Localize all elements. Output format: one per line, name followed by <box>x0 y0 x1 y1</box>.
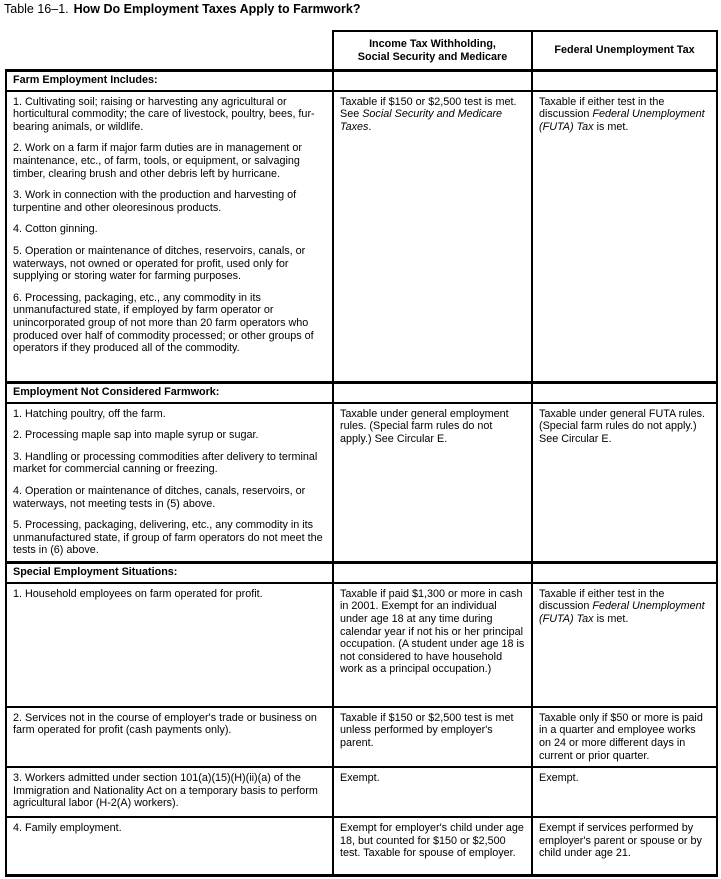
section-header-farm-employment <box>6 71 717 91</box>
cell-situation-h2a-workers: 3. Workers admitted under section 101(a)(15)(H)(ii)(a) of the Immigration and Nationality Act on a temporary basis to perform agricultural labor (H-2(A) workers). <box>6 767 333 817</box>
table-row <box>6 707 717 767</box>
table-row <box>6 403 717 563</box>
section-header-spacer <box>532 71 717 91</box>
column-header-empty <box>6 31 333 71</box>
cell-situation-family-employment: 4. Family employment. <box>6 817 333 875</box>
cell-income-tax-rule: Exempt. <box>333 767 532 817</box>
table-row <box>6 767 717 817</box>
cell-income-tax-rule: Taxable if $150 or $2,500 test is met. See Social Security and Medicare Taxes. <box>333 91 532 383</box>
cell-situation-household: 1. Household employees on farm operated for profit. <box>6 583 333 707</box>
column-header-row <box>6 31 717 71</box>
table-number: Table 16–1. <box>4 2 69 16</box>
cell-nonfarm-items: 1. Hatching poultry, off the farm. 2. Processing maple sap into maple syrup or sugar. 3. Handling or processing commodities after delivery to terminal market for commercial canning or freezing. 4. Operation or maintenance of ditches, canals, reservoirs, or waterways, not meeting tests in (5) above. 5. Processing, packaging, delivering, etc., any commodity in its unmanufactured state, if group of farm operators do not meet the tests in (6) above. <box>6 403 333 563</box>
section-header-spacer <box>333 563 532 583</box>
cell-farm-items: 1. Cultivating soil; raising or harvesting any agricultural or horticultural commodity; the care of livestock, poultry, bees, fur-bearing animals, or wildlife. 2. Work on a farm if major farm duties are in management or maintenance, etc., of farm, tools, or equipment, or salvaging timber, clearing brush and other debris left by hurricane. 3. Work in connection with the production and harvesting of turpentine and other oleoresinous products. 4. Cotton ginning. 5. Operation or maintenance of ditches, reservoirs, canals, or waterways, not owned or operated for profit, used only for supplying or storing water for farming purposes. 6. Processing, packaging, etc., any commodity in its unmanufactured state, if employed by farm operator or unincorporated group of not more than 20 farm operators who produced over half of commodity processed; or other groups of operators if they produced all of the commodity. <box>6 91 333 383</box>
page-title <box>4 2 361 16</box>
cell-situation-services: 2. Services not in the course of employer's trade or business on farm operated for profit (cash payments only). <box>6 707 333 767</box>
section-header-label: Farm Employment Includes: <box>6 71 333 91</box>
cell-income-tax-rule: Taxable under general employment rules. (Special farm rules do not apply.) See Circular E. <box>333 403 532 563</box>
cell-futa-rule: Taxable if either test in the discussion Federal Unemployment (FUTA) Tax is met. <box>532 91 717 383</box>
cell-futa-rule: Exempt if services performed by employer's parent or spouse or by child under age 21. <box>532 817 717 875</box>
section-header-spacer <box>532 383 717 403</box>
cell-income-tax-rule: Taxable if $150 or $2,500 test is met unless performed by employer's parent. <box>333 707 532 767</box>
section-header-spacer <box>532 563 717 583</box>
section-header-special-situations <box>6 563 717 583</box>
cell-income-tax-rule: Exempt for employer's child under age 18, but counted for $150 or $2,500 test. Taxable for spouse of employer. <box>333 817 532 875</box>
cell-income-tax-rule: Taxable if paid $1,300 or more in cash in 2001. Exempt for an individual under age 18 at any time during calendar year if not his or her principal occupation. (A student under age 18 is not considered to have household work as a principal occupation.) <box>333 583 532 707</box>
section-header-spacer <box>333 71 532 91</box>
cell-futa-rule: Exempt. <box>532 767 717 817</box>
section-header-spacer <box>333 383 532 403</box>
cell-futa-rule: Taxable if either test in the discussion Federal Unemployment (FUTA) Tax is met. <box>532 583 717 707</box>
column-header-income-tax: Income Tax Withholding, Social Security and Medicare <box>333 31 532 71</box>
table-row <box>6 817 717 875</box>
table-row <box>6 583 717 707</box>
table-title-text: How Do Employment Taxes Apply to Farmwork? <box>73 2 361 16</box>
table-row <box>6 91 717 383</box>
cell-futa-rule: Taxable only if $50 or more is paid in a quarter and employee works on 24 or more different days in current or prior quarter. <box>532 707 717 767</box>
farmwork-employment-tax-table <box>5 30 718 877</box>
cell-futa-rule: Taxable under general FUTA rules. (Special farm rules do not apply.) See Circular E. <box>532 403 717 563</box>
section-header-label: Special Employment Situations: <box>6 563 333 583</box>
column-header-futa: Federal Unemployment Tax <box>532 31 717 71</box>
section-header-label: Employment Not Considered Farmwork: <box>6 383 333 403</box>
section-header-not-farmwork <box>6 383 717 403</box>
